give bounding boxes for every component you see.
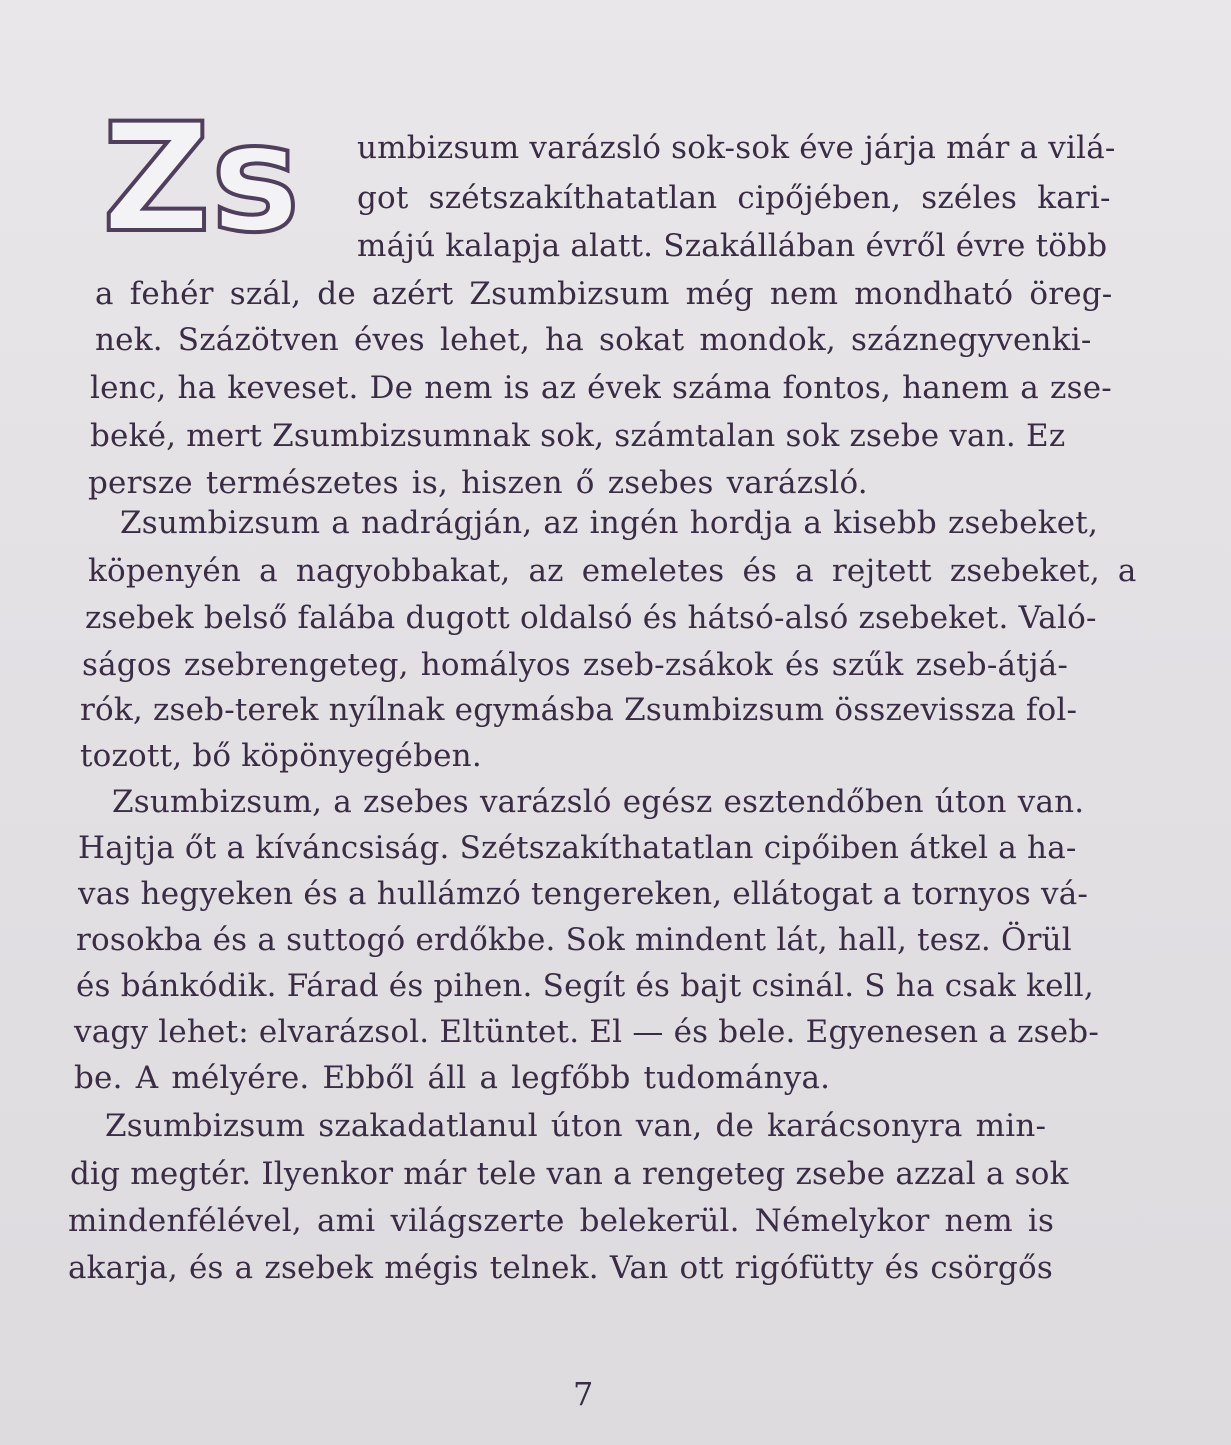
text-line: got szétszakíthatatlan cipőjében, széles kari- (357, 180, 1111, 216)
text-line: Zsumbizsum a nadrágján, az ingén hordja a kisebb zsebeket, (120, 505, 1099, 541)
text-line: mindenfélével, ami világszerte belekerül. Némelykor nem is (68, 1203, 1055, 1239)
text-line: tozott, bő köpönyegében. (80, 738, 482, 774)
text-line: be. A mélyére. Ebből áll a legfőbb tudománya. (74, 1060, 831, 1096)
text-line: persze természetes is, hiszen ő zsebes varázsló. (88, 465, 868, 501)
text-line: nek. Százötven éves lehet, ha sokat mondok, száznegyvenki- (95, 322, 1092, 358)
text-line: zsebek belső falába dugott oldalsó és hátsó-alsó zsebeket. Való- (85, 600, 1097, 636)
dropcap-text: Zs (102, 98, 301, 248)
text-line: Zsumbizsum szakadatlanul úton van, de karácsonyra min- (105, 1108, 1047, 1144)
text-line: beké, mert Zsumbizsumnak sok, számtalan sok zsebe van. Ez (90, 418, 1066, 454)
page-number: 7 (573, 1375, 594, 1413)
text-line: umbizsum varázsló sok-sok éve járja már a vilá- (357, 130, 1116, 166)
text-line: rók, zseb-terek nyílnak egymásba Zsumbizsum összevissza fol- (80, 692, 1078, 728)
text-line: Hajtja őt a kíváncsiság. Szétszakíthatatlan cipőiben átkel a ha- (78, 830, 1077, 866)
text-line: rosokba és a suttogó erdőkbe. Sok mindent lát, hall, tesz. Örül (76, 922, 1072, 958)
text-line: vagy lehet: elvarázsol. Eltüntet. El — és bele. Egyenesen a zseb- (74, 1014, 1099, 1050)
text-line: májú kalapja alatt. Szakállában évről évre több (357, 228, 1108, 264)
text-line: a fehér szál, de azért Zsumbizsum még nem mondható öreg- (95, 276, 1113, 312)
text-line: akarja, és a zsebek mégis telnek. Van ott rigófütty és csörgős (68, 1250, 1053, 1286)
text-line: vas hegyeken és a hullámzó tengereken, ellátogat a tornyos vá- (78, 876, 1089, 912)
text-line: ságos zsebrengeteg, homályos zseb-zsákok és szűk zseb-átjá- (82, 647, 1069, 683)
text-line: Zsumbizsum, a zsebes varázsló egész esztendőben úton van. (112, 784, 1085, 820)
text-line: dig megtér. Ilyenkor már tele van a rengeteg zsebe azzal a sok (70, 1156, 1069, 1192)
dropcap-zs (100, 98, 350, 248)
text-line: és bánkódik. Fárad és pihen. Segít és bajt csinál. S ha csak kell, (76, 968, 1094, 1004)
text-line: lenc, ha keveset. De nem is az évek száma fontos, hanem a zse- (90, 370, 1112, 406)
text-line: köpenyén a nagyobbakat, az emeletes és a rejtett zsebeket, a (88, 553, 1137, 589)
